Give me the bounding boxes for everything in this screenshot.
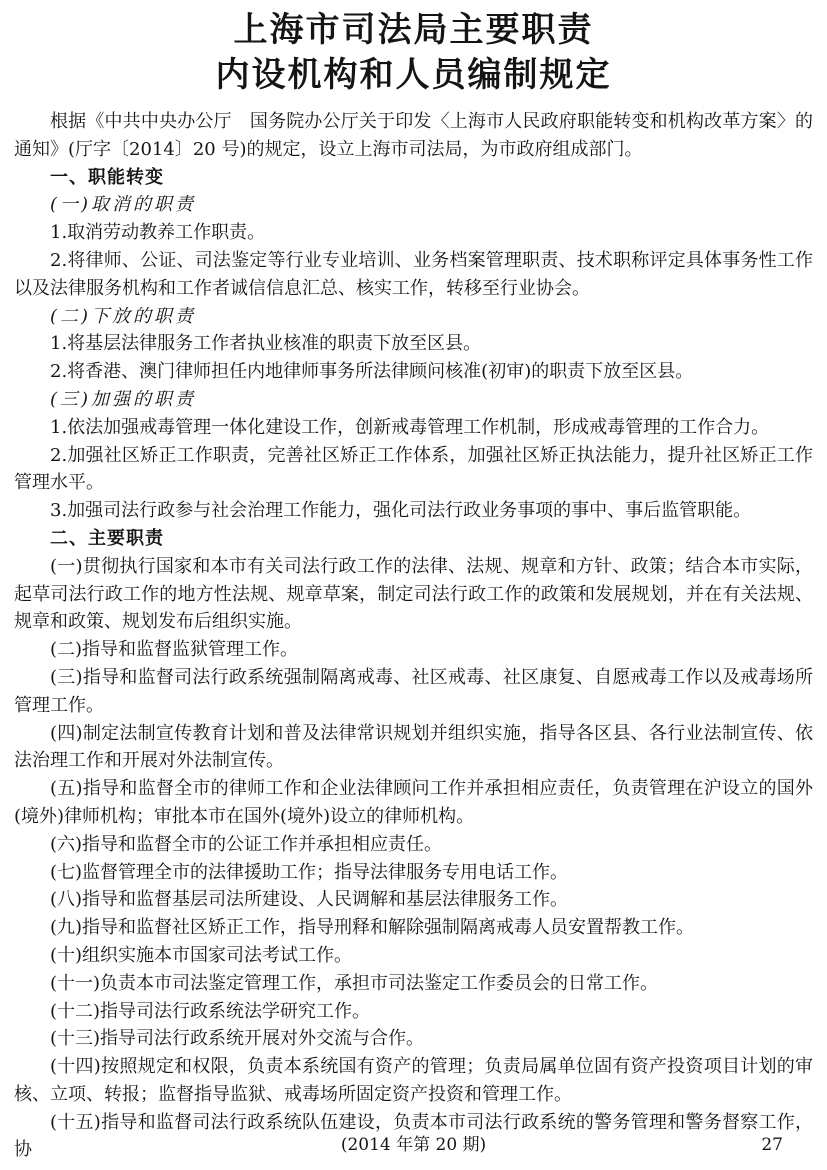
page-number: 27 bbox=[761, 1135, 783, 1155]
paragraph: (十四)按照规定和权限，负责本系统国有资产的管理；负责局属单位固有资产投资项目计划的审核、立项、转报；监督指导监狱、戒毒场所固定资产投资和管理工作。 bbox=[14, 1056, 813, 1105]
paragraph: (十一)负责本市司法鉴定管理工作，承担市司法鉴定工作委员会的日常工作。 bbox=[50, 972, 659, 994]
document-body bbox=[14, 108, 813, 1164]
paragraph: (八)指导和监督基层司法所建设、人民调解和基层法律服务工作。 bbox=[50, 889, 569, 911]
paragraph: 3.加强司法行政参与社会治理工作能力，强化司法行政业务事项的事中、事后监管职能。 bbox=[50, 500, 752, 522]
paragraph: 2.将律师、公证、司法鉴定等行业专业培训、业务档案管理职责、技术职称评定具体事务性工作以及法律服务机构和工作者诚信信息汇总、核实工作，转移至行业协会。 bbox=[14, 249, 813, 299]
section-heading: 二、主要职责 bbox=[50, 527, 164, 549]
document-title bbox=[14, 6, 813, 98]
issue-label: (2014 年第 20 期) bbox=[340, 1135, 487, 1155]
paragraph: 1.将基层法律服务工作者执业核准的职责下放至区县。 bbox=[50, 333, 482, 355]
paragraph: (十)组织实施本市国家司法考试工作。 bbox=[50, 944, 353, 966]
paragraph: (一)贯彻执行国家和本市有关司法行政工作的法律、法规、规章和方针、政策；结合本市实际，起草司法行政工作的地方性法规、规章草案，制定司法行政工作的政策和发展规划，并在有关法规、规章和政策、规划发布后组织实施。 bbox=[14, 555, 813, 633]
paragraph: 1.依法加强戒毒管理一体化建设工作，创新戒毒管理工作机制，形成戒毒管理的工作合力。 bbox=[50, 416, 770, 438]
paragraph: (三)指导和监督司法行政系统强制隔离戒毒、社区戒毒、社区康复、自愿戒毒工作以及戒毒场所管理工作。 bbox=[14, 666, 813, 716]
section-heading: 一、职能转变 bbox=[50, 166, 164, 188]
paragraph: 根据《中共中央办公厅 国务院办公厅关于印发〈上海市人民政府职能转变和机构改革方案〉的通知》(厅字〔2014〕20 号)的规定，设立上海市司法局，为市政府组成部门。 bbox=[14, 111, 813, 160]
paragraph: (四)制定法制宣传教育计划和普及法律常识规划并组织实施，指导各区县、各行业法制宣传、依法治理工作和开展对外法制宣传。 bbox=[14, 722, 813, 772]
title-line-2: 内设机构和人员编制规定 bbox=[215, 55, 612, 95]
paragraph: (九)指导和监督社区矫正工作，指导刑释和解除强制隔离戒毒人员安置帮教工作。 bbox=[50, 917, 695, 939]
paragraph: (十三)指导司法行政系统开展对外交流与合作。 bbox=[50, 1028, 425, 1050]
paragraph: 1.取消劳动教养工作职责。 bbox=[50, 222, 266, 244]
sub-heading: (一)取消的职责 bbox=[50, 194, 197, 216]
title-line-1: 上海市司法局主要职责 bbox=[233, 10, 594, 50]
sub-heading: (二)下放的职责 bbox=[50, 305, 197, 327]
paragraph: 2.加强社区矫正工作职责，完善社区矫正工作体系，加强社区矫正执法能力，提升社区矫正工作管理水平。 bbox=[14, 444, 813, 494]
page-footer bbox=[14, 1133, 813, 1157]
paragraph: (十二)指导司法行政系统法学研究工作。 bbox=[50, 1000, 371, 1022]
paragraph: (十五)指导和监督司法行政系统队伍建设，负责本市司法行政系统的警务管理和警务督察工作，协 bbox=[14, 1111, 813, 1161]
paragraph: (七)监督管理全市的法律援助工作；指导法律服务专用电话工作。 bbox=[50, 861, 569, 883]
sub-heading: (三)加强的职责 bbox=[50, 388, 197, 410]
paragraph: (二)指导和监督监狱管理工作。 bbox=[50, 639, 299, 661]
paragraph: (五)指导和监督全市的律师工作和企业法律顾问工作并承担相应责任，负责管理在沪设立的国外(境外)律师机构；审批本市在国外(境外)设立的律师机构。 bbox=[14, 778, 813, 827]
paragraph: 2.将香港、澳门律师担任内地律师事务所法律顾问核准(初审)的职责下放至区县。 bbox=[50, 361, 694, 383]
paragraph: (六)指导和监督全市的公证工作并承担相应责任。 bbox=[50, 833, 443, 855]
